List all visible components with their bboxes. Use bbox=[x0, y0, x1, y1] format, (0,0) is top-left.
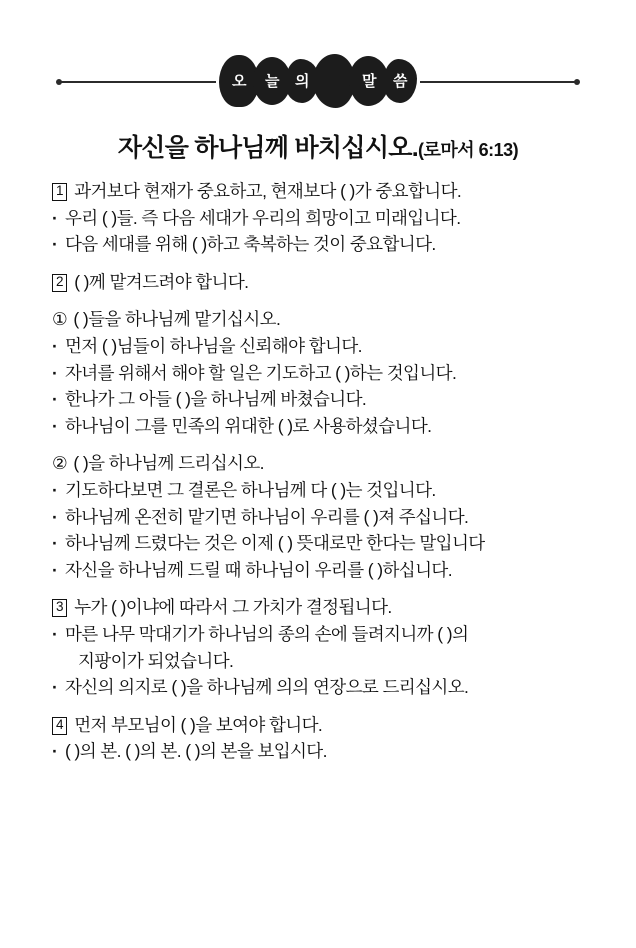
worksheet-line bbox=[52, 386, 584, 413]
worksheet-line bbox=[52, 450, 584, 477]
line-marker-dot bbox=[52, 413, 65, 440]
worksheet-line bbox=[52, 621, 584, 648]
line-text: 먼저 부모님이 ( )을 보여야 합니다. bbox=[74, 714, 323, 735]
line-text: 자녀를 위해서 해야 할 일은 기도하고 ( )하는 것입니다. bbox=[65, 362, 457, 383]
worksheet-page bbox=[0, 48, 636, 948]
line-text: 하나님이 그를 민족의 위대한 ( )로 사용하셨습니다. bbox=[65, 415, 432, 436]
worksheet-line bbox=[52, 674, 584, 701]
line-text: 다음 세대를 위해 ( )하고 축복하는 것이 중요합니다. bbox=[65, 234, 436, 255]
line-marker-box: 1 bbox=[52, 183, 67, 201]
banner-blob-text-3: 의 bbox=[295, 72, 309, 90]
line-text: ( )의 본. ( )의 본. ( )의 본을 보입시다. bbox=[65, 741, 327, 762]
worksheet-line bbox=[52, 530, 584, 557]
banner-blob-text-1: 오 bbox=[232, 72, 246, 90]
line-text: ( )을 하나님께 드리십시오. bbox=[73, 453, 264, 474]
title-reference: (로마서 6:13) bbox=[417, 140, 519, 160]
worksheet-line bbox=[52, 360, 584, 387]
worksheet-line bbox=[52, 504, 584, 531]
page-title bbox=[34, 128, 602, 164]
line-text: 자신을 하나님께 드릴 때 하나님이 우리를 ( )하십니다. bbox=[65, 559, 452, 580]
line-text: 지팡이가 되었습니다. bbox=[78, 650, 234, 671]
banner-blob-text-2: 늘 bbox=[265, 72, 279, 90]
worksheet-line bbox=[52, 477, 584, 504]
line-marker-dot bbox=[52, 477, 65, 504]
line-text: ( )들을 하나님께 맡기십시오. bbox=[73, 309, 281, 330]
worksheet-line bbox=[52, 205, 584, 232]
header-banner bbox=[34, 48, 602, 114]
line-marker-box: 3 bbox=[52, 599, 67, 617]
line-marker-circle: ① bbox=[52, 309, 68, 330]
line-marker-box: 2 bbox=[52, 274, 67, 292]
line-text: 우리 ( )들. 즉 다음 세대가 우리의 희망이고 미래입니다. bbox=[65, 207, 461, 228]
banner-blob-6 bbox=[383, 59, 417, 103]
worksheet-line bbox=[52, 557, 584, 584]
worksheet-line bbox=[52, 648, 584, 675]
line-text: 먼저 ( )님들이 하나님을 신뢰해야 합니다. bbox=[65, 335, 362, 356]
line-marker-dot bbox=[52, 530, 65, 557]
worksheet-line bbox=[52, 738, 584, 765]
banner-blob-text-5: 말 bbox=[362, 72, 376, 90]
line-text: 하나님께 온전히 맡기면 하나님이 우리를 ( )져 주십니다. bbox=[65, 506, 469, 527]
line-marker-dot bbox=[52, 621, 65, 648]
line-text: 마른 나무 막대기가 하나님의 종의 손에 들려지니까 ( )의 bbox=[65, 623, 469, 644]
line-text: 누가 ( )이냐에 따라서 그 가치가 결정됩니다. bbox=[74, 597, 392, 618]
line-marker-dot bbox=[52, 386, 65, 413]
line-text: 자신의 의지로 ( )을 하나님께 의의 연장으로 드리십시오. bbox=[65, 677, 469, 698]
line-marker-dot bbox=[52, 557, 65, 584]
worksheet-line bbox=[52, 333, 584, 360]
line-text: 하나님께 드렸다는 것은 이제 ( ) 뜻대로만 한다는 말입니다 bbox=[65, 533, 485, 554]
worksheet-line bbox=[52, 231, 584, 258]
line-marker-circle: ② bbox=[52, 453, 68, 474]
worksheet-line bbox=[52, 594, 584, 621]
line-marker-box: 4 bbox=[52, 717, 67, 735]
line-marker-dot bbox=[52, 504, 65, 531]
line-marker-dot bbox=[52, 205, 65, 232]
line-marker-dot bbox=[52, 231, 65, 258]
worksheet-line bbox=[52, 413, 584, 440]
line-marker-dot bbox=[52, 674, 65, 701]
worksheet-line bbox=[52, 306, 584, 333]
line-text: ( )께 맡겨드려야 합니다. bbox=[74, 271, 249, 292]
line-marker-dot bbox=[52, 360, 65, 387]
banner-blob-text-6: 씀 bbox=[393, 72, 407, 90]
line-text: 한나가 그 아들 ( )을 하나님께 바쳤습니다. bbox=[65, 389, 367, 410]
worksheet-body bbox=[34, 178, 602, 765]
line-marker-dot bbox=[52, 738, 65, 765]
banner-blobs bbox=[216, 54, 420, 108]
worksheet-line bbox=[52, 178, 584, 205]
worksheet-line bbox=[52, 712, 584, 739]
title-main: 자신을 하나님께 바치십시오. bbox=[117, 134, 418, 162]
line-marker-dot bbox=[52, 333, 65, 360]
line-text: 기도하다보면 그 결론은 하나님께 다 ( )는 것입니다. bbox=[65, 479, 436, 500]
worksheet-line bbox=[52, 269, 584, 296]
line-text: 과거보다 현재가 중요하고, 현재보다 ( )가 중요합니다. bbox=[74, 181, 462, 201]
